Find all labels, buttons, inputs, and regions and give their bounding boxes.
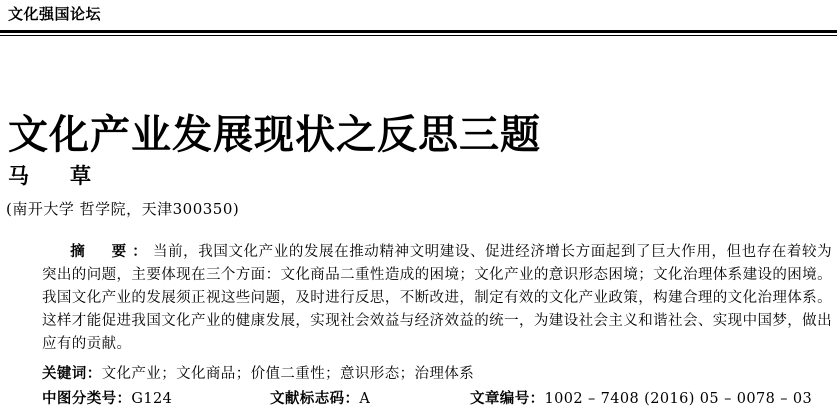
abstract-label: 摘 要：: [70, 243, 153, 260]
page-title: 文化产业发展现状之反思三题: [8, 111, 541, 158]
abstract-block: [42, 240, 832, 356]
publication-meta-row: [42, 388, 832, 410]
running-head: 文化强国论坛: [8, 5, 102, 23]
keywords-text: 文化产业；文化商品；价值二重性；意识形态；治理体系: [101, 366, 475, 382]
clc-value: G124: [131, 391, 173, 407]
author-affiliation: (南开大学 哲学院，天津300350): [6, 200, 240, 218]
article-id: [470, 388, 812, 410]
document-code: [270, 388, 470, 410]
keywords-block: [42, 362, 832, 386]
header-rule-thin: [0, 35, 837, 36]
article-id-value: 1002 – 7408 (2016) 05 – 0078 – 03: [544, 391, 813, 407]
document-code-label: 文献标志码：: [270, 390, 360, 407]
document-code-value: A: [359, 391, 371, 407]
article-id-label: 文章编号：: [470, 390, 545, 407]
clc-number: [42, 388, 270, 410]
keywords-label: 关键词：: [42, 365, 102, 382]
header-rule-thick: [0, 30, 837, 33]
abstract-text: 当前，我国文化产业的发展在推动精神文明建设、促进经济增长方面起到了巨大作用，但也存在着较为突出的问题，主要体现在三个方面：文化商品二重性造成的困境；文化产业的意识形态困境；文化治理体系建设的困境。我国文化产业的发展须正视这些问题，及时进行反思，不断改进，制定有效的文化产业政策，构建合理的文化治理体系。这样才能促进我国文化产业的健康发展，实现社会效益与经济效益的统一，为建设社会主义和谐社会、实现中国梦，做出应有的贡献。: [42, 244, 833, 352]
author-name: 马 草: [8, 163, 101, 188]
clc-label: 中图分类号：: [42, 390, 132, 407]
